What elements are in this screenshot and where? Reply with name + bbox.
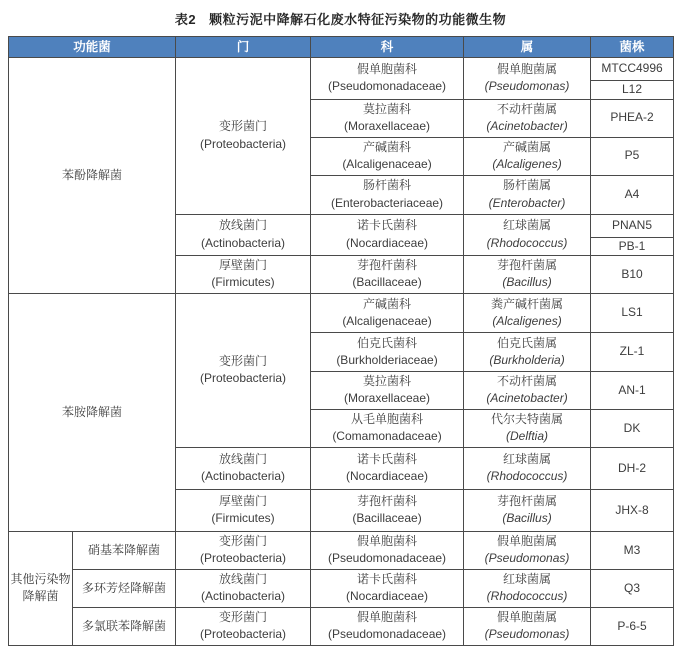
cell-function-sub [73, 569, 176, 607]
genus-latin: (Alcaligenes) [492, 313, 562, 328]
family-latin: (Nocardiaceae) [345, 589, 429, 604]
family-cn: 假单胞菌科 [357, 61, 418, 76]
cell-family [311, 255, 464, 293]
genus-latin: (Bacillus) [502, 275, 552, 290]
family-latin: (Pseudomonadaceae) [327, 79, 447, 94]
cell-function-group [9, 293, 176, 531]
genus-cn: 不动杆菌属 [497, 374, 558, 389]
cell-strain: DK [591, 409, 674, 447]
family-latin: (Enterobacteriaceae) [330, 195, 444, 210]
table-number: 表2 [174, 12, 197, 27]
phylum-latin: (Firmicutes) [211, 275, 275, 290]
phylum-cn: 厚壁菌门 [219, 258, 268, 273]
cell-strain: P5 [591, 137, 674, 175]
cell-phylum [176, 607, 311, 645]
cell-genus [464, 531, 591, 569]
genus-cn: 伯克氏菌属 [497, 335, 558, 350]
header-family: 科 [311, 37, 464, 58]
cell-strain: DH-2 [591, 447, 674, 489]
family-cn: 诺卡氏菌科 [357, 218, 418, 233]
cell-family [311, 99, 464, 137]
table-row [9, 607, 674, 645]
family-cn: 肠杆菌科 [363, 178, 412, 193]
family-latin: (Moraxellaceae) [343, 119, 431, 134]
cell-genus [464, 569, 591, 607]
genus-cn: 红球菌属 [503, 572, 552, 587]
family-latin: (Pseudomonadaceae) [327, 551, 447, 566]
genus-cn: 芽孢杆菌属 [497, 494, 558, 509]
family-latin: (Pseudomonadaceae) [327, 627, 447, 642]
cell-strain: L12 [591, 81, 674, 99]
family-cn: 产碱菌科 [363, 296, 412, 311]
cell-strain: LS1 [591, 293, 674, 332]
family-cn: 诺卡氏菌科 [357, 452, 418, 467]
cell-genus [464, 293, 591, 332]
genus-latin: (Alcaligenes) [492, 157, 562, 172]
cell-phylum [176, 531, 311, 569]
family-cn: 莫拉菌科 [363, 374, 412, 389]
genus-latin: (Bacillus) [502, 511, 552, 526]
table-row [9, 293, 674, 332]
family-cn: 从毛单胞菌科 [351, 412, 424, 427]
cell-family [311, 58, 464, 99]
phylum-latin: (Proteobacteria) [199, 136, 287, 151]
header-phylum: 门 [176, 37, 311, 58]
genus-latin: (Acinetobacter) [486, 119, 568, 134]
phylum-cn: 厚壁菌门 [219, 494, 268, 509]
group-name-line1: 其他污染物 [10, 572, 71, 587]
phylum-cn: 放线菌门 [219, 572, 268, 587]
phylum-latin: (Firmicutes) [211, 511, 275, 526]
family-cn: 诺卡氏菌科 [357, 572, 418, 587]
cell-strain: Q3 [591, 569, 674, 607]
genus-cn: 芽孢杆菌属 [497, 258, 558, 273]
cell-family [311, 531, 464, 569]
family-latin: (Burkholderiaceae) [336, 352, 438, 367]
cell-genus [464, 255, 591, 293]
cell-phylum [176, 255, 311, 293]
header-function: 功能菌 [9, 37, 176, 58]
cell-phylum [176, 214, 311, 255]
group-name: 苯酚降解菌 [62, 167, 123, 182]
table-caption: 颗粒污泥中降解石化废水特征污染物的功能微生物 [209, 12, 507, 27]
family-cn: 莫拉菌科 [363, 101, 412, 116]
family-latin: (Alcaligenaceae) [342, 157, 432, 172]
table-title [0, 9, 681, 28]
cell-strain: MTCC4996 [591, 58, 674, 81]
cell-phylum [176, 58, 311, 214]
cell-genus [464, 332, 591, 371]
phylum-latin: (Proteobacteria) [199, 371, 287, 386]
cell-family [311, 409, 464, 447]
cell-phylum [176, 569, 311, 607]
family-latin: (Alcaligenaceae) [342, 313, 432, 328]
genus-latin: (Delftia) [506, 429, 549, 444]
phylum-latin: (Actinobacteria) [200, 589, 286, 604]
cell-family [311, 175, 464, 214]
cell-family [311, 137, 464, 175]
cell-genus [464, 137, 591, 175]
cell-family [311, 293, 464, 332]
cell-phylum [176, 447, 311, 489]
phylum-latin: (Actinobacteria) [200, 235, 286, 250]
phylum-cn: 放线菌门 [219, 452, 268, 467]
group-name: 苯胺降解菌 [62, 404, 123, 419]
genus-latin: (Rhodococcus) [486, 589, 568, 604]
genus-cn: 假单胞菌属 [497, 610, 558, 625]
cell-strain: PHEA-2 [591, 99, 674, 137]
cell-family [311, 569, 464, 607]
cell-strain: ZL-1 [591, 332, 674, 371]
phylum-latin: (Actinobacteria) [200, 469, 286, 484]
header-strain: 菌株 [591, 37, 674, 58]
genus-latin: (Pseudomonas) [484, 79, 570, 94]
cell-family [311, 214, 464, 255]
family-latin: (Bacillaceae) [352, 275, 422, 290]
genus-cn: 假单胞菌属 [497, 534, 558, 549]
cell-family [311, 371, 464, 409]
genus-latin: (Burkholderia) [489, 352, 565, 367]
cell-family [311, 332, 464, 371]
cell-function-sub [73, 607, 176, 645]
cell-function-sub [73, 531, 176, 569]
cell-strain: PB-1 [591, 237, 674, 255]
genus-cn: 代尔夫特菌属 [491, 412, 564, 427]
cell-genus [464, 371, 591, 409]
subgroup-name: 多环芳烃降解菌 [82, 580, 167, 595]
header-row [9, 37, 674, 58]
genus-cn: 假单胞菌属 [497, 61, 558, 76]
family-latin: (Nocardiaceae) [345, 235, 429, 250]
cell-family [311, 607, 464, 645]
cell-strain: P-6-5 [591, 607, 674, 645]
family-latin: (Moraxellaceae) [343, 391, 431, 406]
phylum-cn: 变形菌门 [219, 610, 268, 625]
cell-genus [464, 214, 591, 255]
phylum-cn: 变形菌门 [219, 354, 268, 369]
subgroup-name: 硝基苯降解菌 [88, 542, 161, 557]
cell-genus [464, 489, 591, 531]
cell-genus [464, 409, 591, 447]
phylum-cn: 变形菌门 [219, 534, 268, 549]
cell-family [311, 489, 464, 531]
genus-latin: (Pseudomonas) [484, 551, 570, 566]
cell-function-group [9, 531, 73, 645]
family-cn: 芽孢杆菌科 [357, 258, 418, 273]
family-latin: (Nocardiaceae) [345, 469, 429, 484]
genus-cn: 红球菌属 [503, 218, 552, 233]
family-latin: (Comamonadaceae) [332, 429, 442, 444]
cell-phylum [176, 293, 311, 447]
cell-strain: M3 [591, 531, 674, 569]
genus-latin: (Rhodococcus) [486, 235, 568, 250]
cell-strain: AN-1 [591, 371, 674, 409]
family-cn: 芽孢杆菌科 [357, 494, 418, 509]
family-latin: (Bacillaceae) [352, 511, 422, 526]
cell-strain: PNAN5 [591, 214, 674, 237]
genus-latin: (Acinetobacter) [486, 391, 568, 406]
cell-genus [464, 447, 591, 489]
family-cn: 假单胞菌科 [357, 534, 418, 549]
cell-family [311, 447, 464, 489]
genus-cn: 肠杆菌属 [503, 178, 552, 193]
genus-cn: 产碱菌属 [503, 139, 552, 154]
family-cn: 伯克氏菌科 [357, 335, 418, 350]
phylum-latin: (Proteobacteria) [199, 551, 287, 566]
table-row [9, 58, 674, 81]
cell-strain: A4 [591, 175, 674, 214]
genus-cn: 不动杆菌属 [497, 101, 558, 116]
cell-phylum [176, 489, 311, 531]
subgroup-name: 多氯联苯降解菌 [82, 618, 167, 633]
table-row [9, 569, 674, 607]
group-name-line2: 降解菌 [22, 589, 59, 604]
family-cn: 假单胞菌科 [357, 610, 418, 625]
cell-genus [464, 58, 591, 99]
genus-cn: 红球菌属 [503, 452, 552, 467]
cell-genus [464, 607, 591, 645]
family-cn: 产碱菌科 [363, 139, 412, 154]
genus-latin: (Pseudomonas) [484, 627, 570, 642]
genus-latin: (Rhodococcus) [486, 469, 568, 484]
phylum-latin: (Proteobacteria) [199, 627, 287, 642]
phylum-cn: 放线菌门 [219, 218, 268, 233]
phylum-cn: 变形菌门 [219, 119, 268, 134]
cell-genus [464, 99, 591, 137]
microbe-table [8, 36, 674, 646]
cell-genus [464, 175, 591, 214]
cell-strain: JHX-8 [591, 489, 674, 531]
cell-strain: B10 [591, 255, 674, 293]
header-genus: 属 [464, 37, 591, 58]
cell-function-group [9, 58, 176, 294]
table-row [9, 531, 674, 569]
genus-cn: 粪产碱杆菌属 [491, 296, 564, 311]
genus-latin: (Enterobacter) [488, 195, 566, 210]
